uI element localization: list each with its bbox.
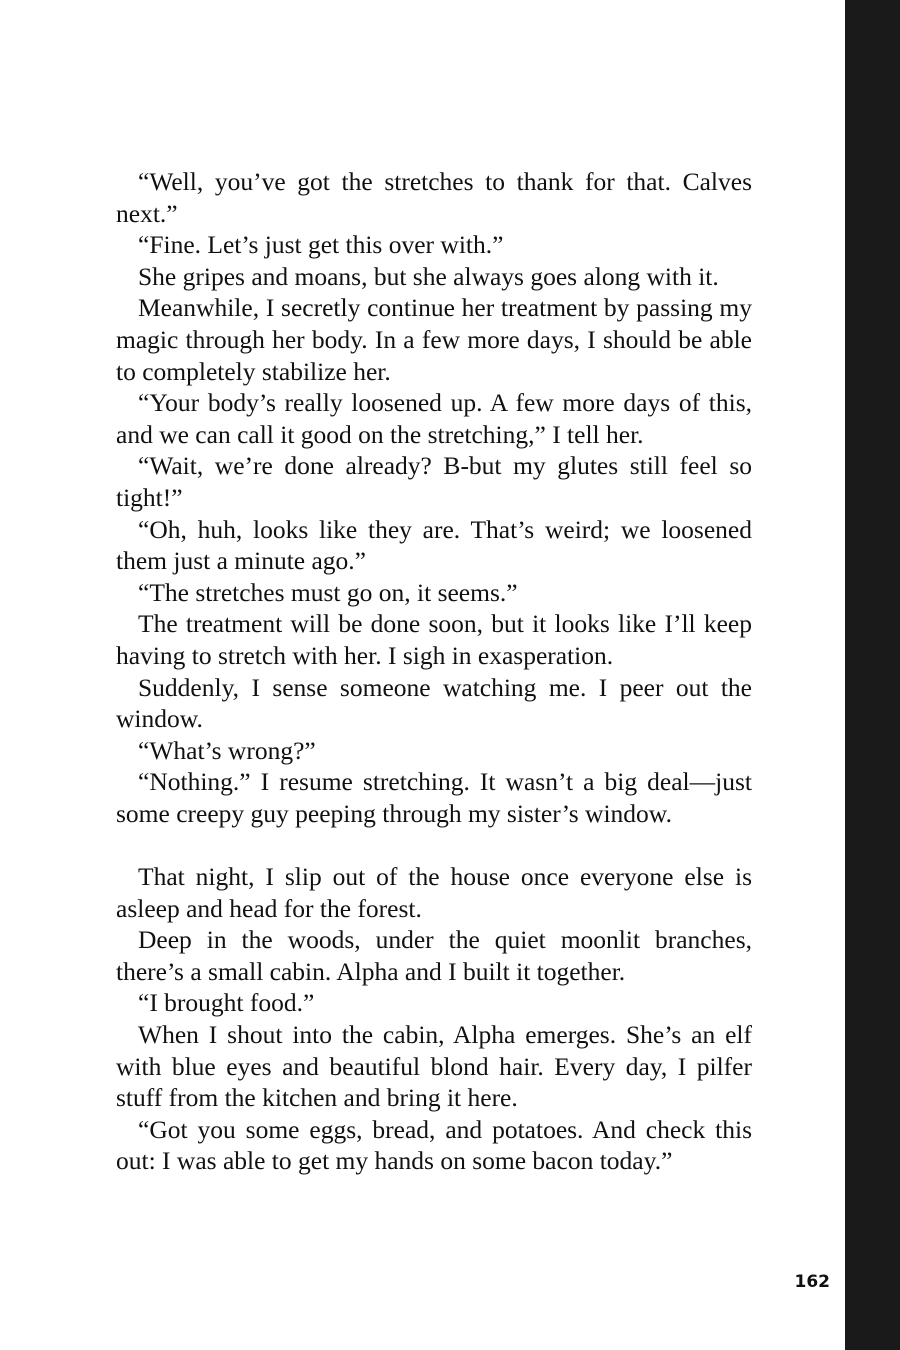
paragraph: The treatment will be done soon, but it looks like I’ll keep having to stretch with her. I sigh in exasperation.: [116, 609, 752, 670]
paragraph: “Oh, huh, looks like they are. That’s weird; we loosened them just a minute ago.”: [116, 514, 752, 576]
paragraph: “What’s wrong?”: [138, 735, 316, 765]
paragraph: “Wait, we’re done already? B-but my glutes still feel so tight!”: [116, 451, 752, 512]
paragraph: “Your body’s really loosened up. A few more days of this, and we can call it good on the stretching,” I tell her.: [116, 388, 752, 449]
page-number: 162: [794, 1272, 830, 1292]
paragraph: “The stretches must go on, it seems.”: [138, 577, 518, 607]
paragraph: Meanwhile, I secretly continue her treatment by passing my magic through her body. In a few more days, I should be able to completely stabilize her.: [116, 293, 752, 386]
paragraph: When I shout into the cabin, Alpha emerges. She’s an elf with blue eyes and beautiful blond hair. Every day, I pilfer stuff from the kitchen and bring it here.: [116, 1020, 752, 1113]
page-body-text: [116, 166, 752, 1177]
paragraph: “Well, you’ve got the stretches to thank for that. Calves next.”: [116, 167, 752, 228]
chapter-side-tab: [845, 0, 900, 1350]
paragraph: That night, I slip out of the house once everyone else is asleep and head for the forest.: [116, 862, 752, 923]
paragraph: “Got you some eggs, bread, and potatoes. And check this out: I was able to get my hands on some bacon today.”: [116, 1114, 752, 1176]
paragraph: Deep in the woods, under the quiet moonlit branches, there’s a small cabin. Alpha and I built it together.: [116, 925, 752, 986]
paragraph: “I brought food.”: [138, 988, 315, 1018]
paragraph: She gripes and moans, but she always goes along with it.: [138, 261, 719, 291]
paragraph: “Fine. Let’s just get this over with.”: [138, 230, 504, 260]
paragraph: Suddenly, I sense someone watching me. I peer out the window.: [116, 672, 752, 734]
paragraph: “Nothing.” I resume stretching. It wasn’t a big deal—just some creepy guy peeping through my sister’s window.: [116, 767, 752, 828]
